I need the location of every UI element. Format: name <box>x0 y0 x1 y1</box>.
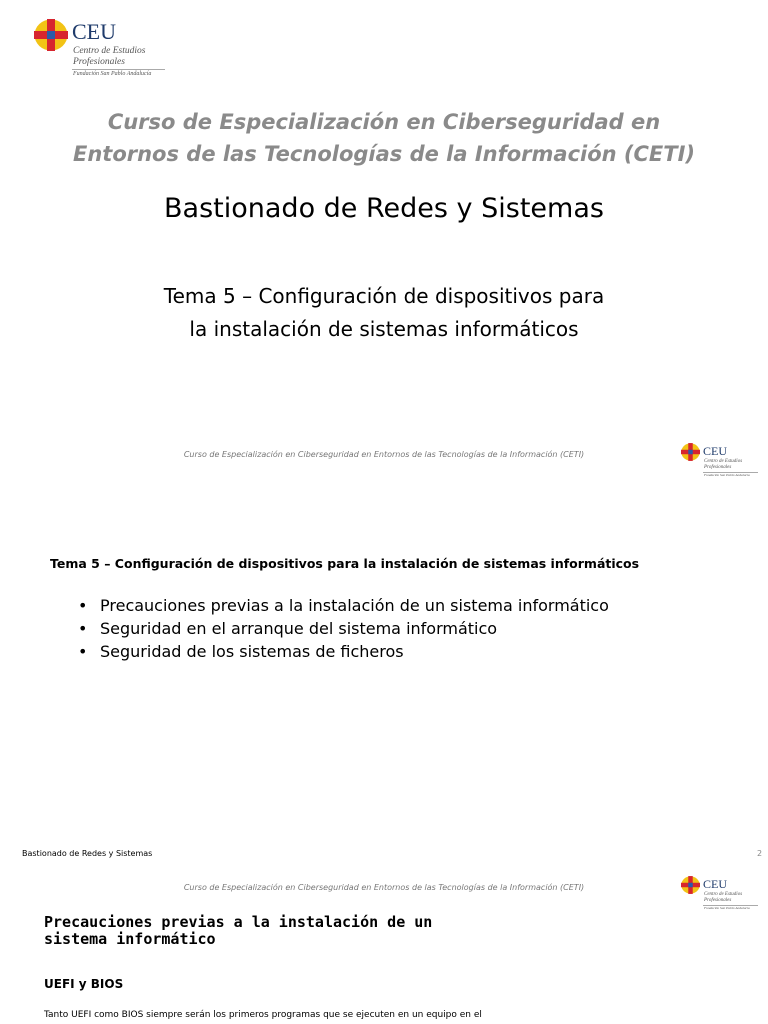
logo-small-line-2: Profesionales <box>704 465 732 470</box>
ceu-logo-icon <box>34 19 68 51</box>
ceu-logo-small-icon <box>681 443 700 461</box>
slide-3-heading-line-1: Precauciones previas a la instalación de un <box>44 913 433 931</box>
logo-line-1: Centro de Estudios <box>73 46 146 56</box>
tema-title-line-2: la instalación de sistemas informáticos <box>189 317 579 341</box>
main-title: Bastionado de Redes y Sistemas <box>164 193 604 224</box>
slide-2-footer-left: Bastionado de Redes y Sistemas <box>22 849 153 858</box>
logo-line-3: Fundación San Pablo Andalucía <box>73 71 152 77</box>
slide-2-page-number: 2 <box>757 849 763 858</box>
course-title-line-2: Entornos de las Tecnologías de la Información (CETI) <box>72 142 696 166</box>
slide-3-header-course: Curso de Especialización en Ciberseguridad en Entornos de las Tecnologías de la Información (CETI) <box>183 883 585 892</box>
logo-small-line-1: Centro de Estudios <box>704 892 743 897</box>
bullet-item: • Seguridad en el arranque del sistema informático <box>76 617 609 640</box>
logo-small-line-3: Fundación San Pablo Andalucía <box>704 906 750 910</box>
logo-divider <box>72 69 165 70</box>
logo-small-ceu-text: CEU <box>703 877 727 891</box>
ceu-logo-small-icon <box>681 876 700 894</box>
tema-title-line-1: Tema 5 – Configuración de dispositivos para <box>163 284 605 308</box>
slide-3-heading-line-2: sistema informático <box>44 930 216 948</box>
slide-3-subheading: UEFI y BIOS <box>44 977 124 991</box>
logo-line-2: Profesionales <box>73 57 125 67</box>
logo-small-line-2: Profesionales <box>704 898 732 903</box>
course-title-line-1: Curso de Especialización en Ciberseguridad en <box>107 110 661 134</box>
logo-ceu-text: CEU <box>72 19 116 44</box>
bullet-item: • Seguridad de los sistemas de ficheros <box>76 640 609 663</box>
slide-2-header-course: Curso de Especialización en Ciberseguridad en Entornos de las Tecnologías de la Información (CETI) <box>183 450 585 459</box>
slide-2-heading: Tema 5 – Configuración de dispositivos para la instalación de sistemas informáticos <box>50 556 640 571</box>
slide-3-body-text: Tanto UEFI como BIOS siempre serán los primeros programas que se ejecuten en un equipo en el <box>44 1010 482 1020</box>
logo-small-line-1: Centro de Estudios <box>704 459 743 464</box>
bullet-item: • Precauciones previas a la instalación de un sistema informático <box>76 594 609 617</box>
logo-small-ceu-text: CEU <box>703 444 727 458</box>
logo-small-line-3: Fundación San Pablo Andalucía <box>704 473 750 477</box>
slide-2-bullet-list <box>76 594 609 663</box>
